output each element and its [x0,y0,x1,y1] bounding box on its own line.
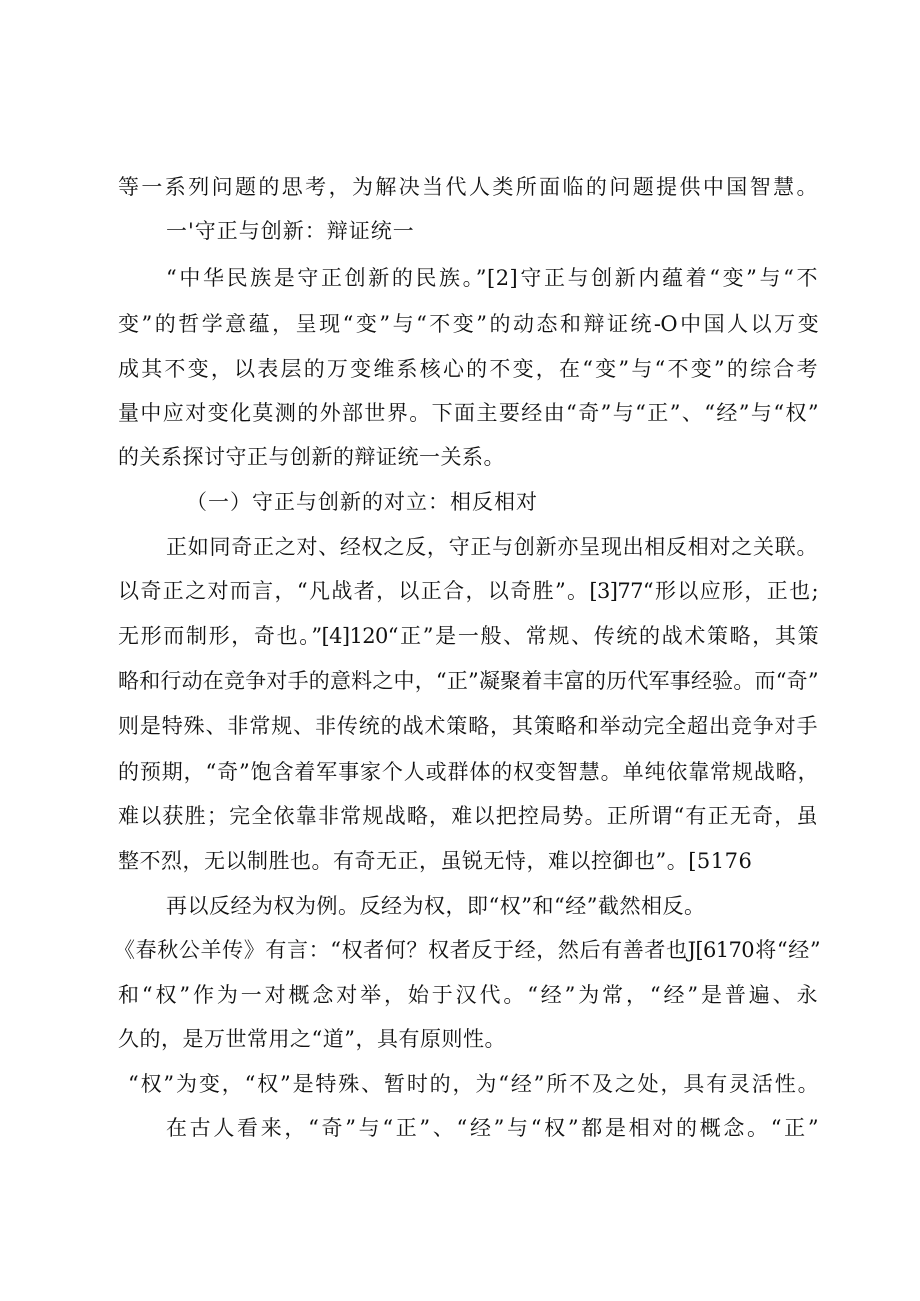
paragraph-line: 难以获胜；完全依靠非常规战略，难以把控局势。正所谓“有正无奇，虽 [118,804,818,828]
paragraph-line: 整不烈，无以制胜也。有奇无正，虽锐无恃，难以控御也”。[5176 [118,849,753,873]
paragraph-line: 在古人看来，“奇”与“正”、“经”与“权”都是相对的概念。“正” [166,1116,818,1140]
paragraph-line: 成其不变，以表层的万变维系核心的不变，在“变”与“不变”的综合考 [118,357,818,381]
paragraph-line: 以奇正之对而言，“凡战者，以正合，以奇胜”。[3]77“形以应形，正也; [118,579,818,603]
paragraph-line: 的关系探讨守正与创新的辩证统一关系。 [118,445,505,469]
paragraph-line: “中华民族是守正创新的民族。”[2]守正与创新内蕴着“变”与“不 [166,266,818,290]
paragraph-line: 略和行动在竞争对手的意料之中，“正”凝聚着丰富的历代军事经验。而“奇” [118,669,818,693]
paragraph-line: 正如同奇正之对、经权之反，守正与创新亦呈现出相反相对之关联。 [166,535,818,559]
paragraph-line: 的预期，“奇”饱含着军事家个人或群体的权变智慧。单纯依靠常规战略， [118,760,818,784]
paragraph-line: 再以反经为权为例。反经为权，即“权”和“经”截然相反。 [166,894,706,918]
paragraph-line: 无形而制形，奇也。”[4]120“正”是一般、常规、传统的战术策略，其策 [118,624,818,648]
section-heading: 一'守正与创新：辩证统一 [166,219,415,243]
paragraph-line: “权”为变，“权”是特殊、暂时的，为“经”所不及之处，具有灵活性。 [128,1072,818,1096]
paragraph-line: 等一系列问题的思考，为解决当代人类所面临的问题提供中国智慧。 [118,175,818,199]
paragraph-line: 变”的哲学意蕴，呈现“变”与“不变”的动态和辩证统-O中国人以万变 [118,312,818,336]
paragraph-line: 《春秋公羊传》有言：“权者何？权者反于经，然后有善者也J[6170将“经” [114,938,820,962]
subsection-heading: （一）守正与创新的对立：相反相对 [186,490,538,514]
paragraph-line: 则是特殊、非常规、非传统的战术策略，其策略和举动完全超出竞争对手 [118,714,818,738]
paragraph-line: 和“权”作为一对概念对举，始于汉代。“经”为常，“经”是普遍、永 [118,983,818,1007]
paragraph-line: 久的，是万世常用之“道”，具有原则性。 [118,1027,506,1051]
paragraph-line: 量中应对变化莫测的外部世界。下面主要经由“奇”与“正”、“经”与“权” [118,401,818,425]
